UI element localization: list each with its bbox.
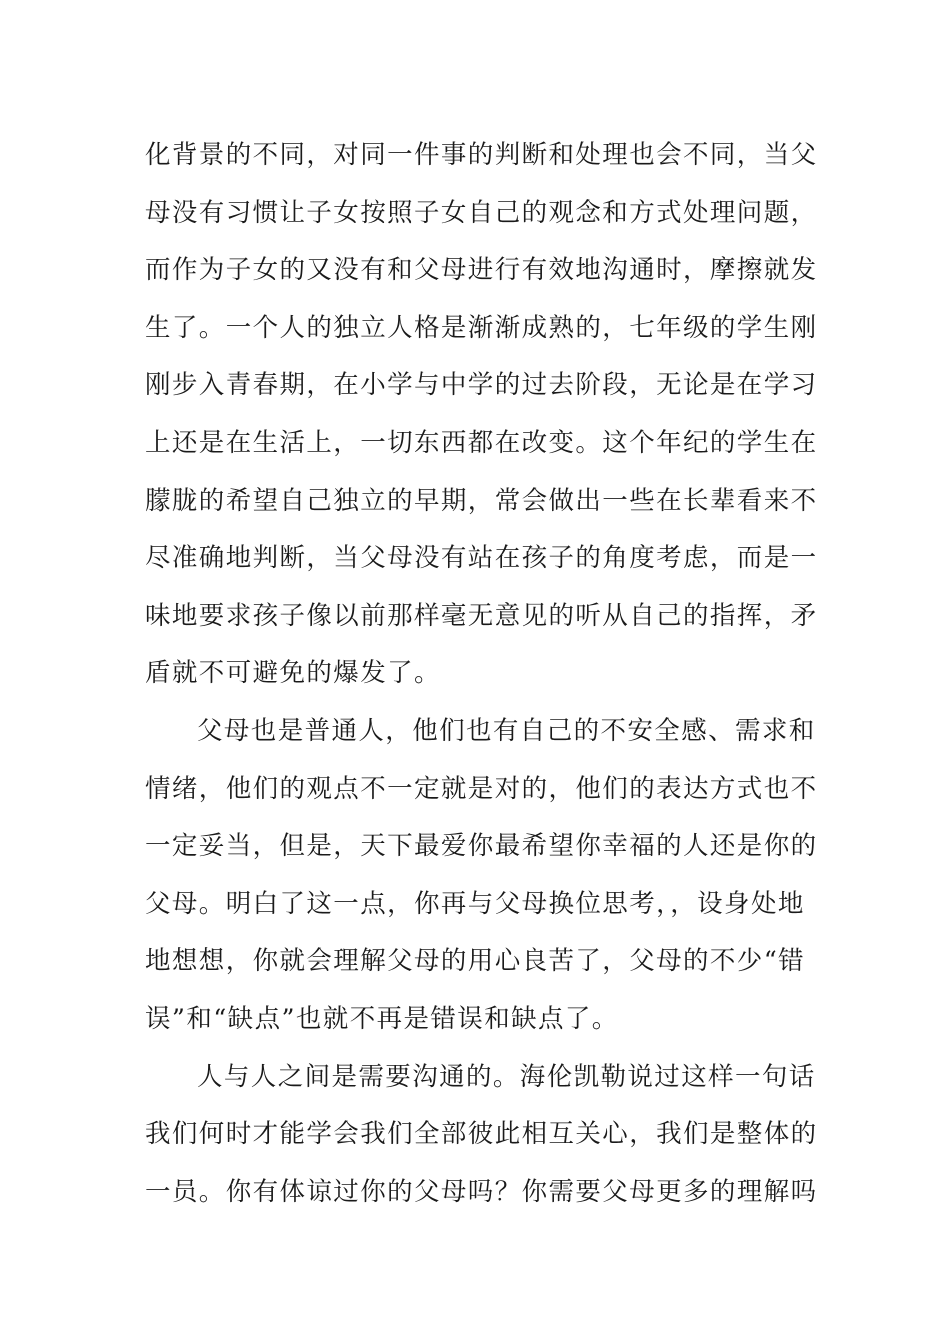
text-line: 我们何时才能学会我们全部彼此相互关心，我们是整体的 (145, 1119, 818, 1150)
text-line: 情绪，他们的观点不一定就是对的，他们的表达方式也不 (145, 773, 818, 804)
text-line: 尽准确地判断，当父母没有站在孩子的角度考虑，而是一 (145, 543, 818, 574)
text-line: 朦胧的希望自己独立的早期，常会做出一些在长辈看来不 (145, 485, 818, 516)
paragraph-1 (145, 127, 818, 703)
paragraph-3 (145, 1049, 818, 1222)
body-text (145, 127, 818, 1221)
text-line: 人与人之间是需要沟通的。海伦凯勒说过这样一句话 (197, 1061, 816, 1092)
text-line: 母没有习惯让子女按照子女自己的观念和方式处理问题， (145, 197, 818, 228)
text-line: 地想想，你就会理解父母的用心良苦了，父母的不少“错 (145, 946, 806, 977)
text-line: 化背景的不同，对同一件事的判断和处理也会不同，当父 (145, 140, 818, 170)
paragraph-2 (145, 703, 818, 1049)
text-line: 盾就不可避免的爆发了。 (145, 658, 441, 689)
text-line: 父母。明白了这一点，你再与父母换位思考，，设身处地 (145, 888, 805, 919)
text-line: 而作为子女的又没有和父母进行有效地沟通时，摩擦就发 (145, 255, 818, 286)
text-line: 生了。一个人的独立人格是渐渐成熟的，七年级的学生刚 (145, 312, 818, 343)
text-line: 一员。你有体谅过你的父母吗？你需要父母更多的理解吗 (145, 1176, 818, 1207)
text-line: 误”和“缺点”也就不再是错误和缺点了。 (145, 1003, 619, 1034)
text-line: 一定妥当，但是，天下最爱你最希望你幸福的人还是你的 (145, 831, 818, 862)
text-line: 父母也是普通人，他们也有自己的不安全感、需求和 (197, 715, 816, 746)
text-line: 刚步入青春期，在小学与中学的过去阶段，无论是在学习 (145, 370, 818, 401)
text-line: 上还是在生活上，一切东西都在改变。这个年纪的学生在 (145, 427, 818, 458)
text-line: 味地要求孩子像以前那样毫无意见的听从自己的指挥，矛 (145, 600, 818, 631)
